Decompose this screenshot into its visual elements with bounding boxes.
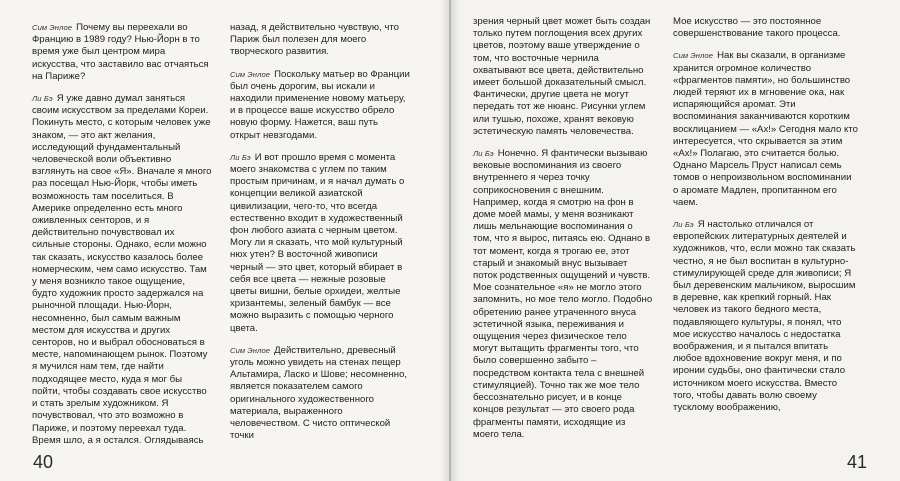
paragraph-text: Нонечно. Я фантически вызываю вековые воспоминания из своего внутреннего я через точку соприкосновения с внешним. Например, когда я смотрю на фон в доме моей мамы, у меня возникают лишь мельнающие воспоминания о том, что я вырос, питаясь ею. Однано в тот момент, когда я трогаю ее, этот старый и знакомый внус вызывает поток родственных ощущений и чувств. Мое сознательное «я» не могло этого запомнить, но мое тело могло. Подобно обретению ранее утраченного внуса эстетичной языка, переживания и ощущения через физическое тело могут вытащить фрагменты того, что было совершенно забыто – посредством контакта тела с внешней стимуляцией). Точно так же мое тело бессознательно рисует, и в конце концов результат — это своего рода фрагменты памяти, исходящие из моего тела. [473, 148, 653, 440]
paragraph-text: Мое искусство — это постоянное совершенствование такого процесса. [673, 16, 841, 40]
paragraph [230, 22, 410, 59]
paragraph [230, 152, 410, 335]
speaker-label: Сим Энлое [32, 23, 73, 32]
paragraph-text: зрения черный цвет может быть создан только путем поглощения всех других цветов, поэтому ваше утверждение о том, что восточные чернила охватывают все цвета, действительно имеет большой доказательный смысл. Фантически, другие цвета не могут передать тот же нюанс. Рисунки углем или тушью, похоже, хранят вековую эстетическую память человечества. [473, 16, 651, 137]
paragraph [673, 219, 859, 414]
left-page-column-1 [32, 22, 212, 457]
paragraph [230, 345, 410, 443]
paragraph [473, 16, 653, 138]
speaker-label: Сим Энлое [673, 51, 714, 61]
paragraph [673, 16, 859, 40]
paragraph [32, 93, 212, 447]
paragraph-text: И вот прошло время с момента моего знакомства с углем по таким простым причинам, и я начал думать о концепции великой азиатской цивилизации, чего-то, что всегда естественно входит в художественный фон любого азиата с черным цветом. Могу ли я сказать, что мой культурный нюх утен? В восточной живописи черный — это цвет, который вбирает в себя все цвета — нежные розовые цветы вишни, белые орхидеи, желтые хризантемы, зеленый бамбук — все можно выразить с помощью черного цвета. [230, 151, 405, 334]
paragraph-text: Я уже давно думал заняться своим искусством за пределами Кореи. Покинуть место, с которым человек уже знаком, — это акт желания, исследующий фундаментальный человеческой воли объективно взглянуть на свое «Я». Вначале я много раз посещал Нью-Йорк, чтобы иметь возможность там поселиться. В Америке определенно есть много оживленных сенторов, и я действительно почувствовал их сильные стороны. Однако, если можно так сказать, искусство казалось более номерческим, чем само искусство. Там у меня возникло такое ощущение, будто художник просто задержался на рыночной площади. Нью-Йорн, несомненно, был самым важным местом для искусства и других сенторов, но и выбрал обосноваться в месте, напоминающем рынок. Поэтому я мучился нам тем, где найти подходящее место, куда я мог бы пойти, чтобы создавать свое искусство и стать зрелым художником. Я почувствовал, что это возможно в Париже, и поэтому переехал туда. Время шло, а я остался. Оглядываясь [32, 93, 212, 446]
speaker-label: Ли Бэ [673, 220, 694, 230]
right-page [451, 0, 900, 481]
paragraph [32, 22, 212, 83]
paragraph-text: назад, я действительно чувствую, что Париж был полезен для моего творческого развития. [230, 22, 399, 58]
paragraph-text: Почему вы переехали во Францию в 1989 году? Нью-Йорн в то время уже был центром мира искусства, что заставило вас отчаяться на Париже? [32, 22, 209, 82]
page-number-right: 41 [846, 452, 867, 472]
paragraph [673, 50, 859, 209]
paragraph [230, 69, 410, 142]
speaker-label: Ли Бэ [32, 94, 53, 104]
right-page-column-2 [673, 16, 859, 424]
paragraph-text: Нак вы сказали, в организме хранится огромное количество «фрагментов памяти», но большинство людей теряют их в мгновение ока, нак испаряющийся аромат. Эти воспоминания заканчиваются коротким восклицанием — «Ах!» Сегодня мало кто интересуется, что скрывается за этим «Ах!» Полагаю, это считается болью. Однано Марсель Пруст написал семь томов о непроизвольном воспоминании о аромате Мадлен, пропитанном его чаем. [673, 50, 858, 208]
left-page [0, 0, 449, 481]
speaker-label: Ли Бэ [473, 149, 494, 159]
paragraph-text: Действительно, древесный уголь можно увидеть на стенах пещер Альтамира, Ласко и Шове; несомненно, является показателем самого оригинального художественного материала, выраженного человечеством. С чисто оптической точки [230, 344, 408, 442]
paragraph-text: Поскольку матьер во Франции был очень дорогим, вы искали и находили применение новому матьеру, и в процессе ваше искусство обрело новую форму. Нажется, ваш путь открыт невзгодами. [230, 68, 410, 141]
paragraph [473, 148, 653, 441]
speaker-label: Сим Энлое [230, 345, 271, 355]
page-number-left: 40 [33, 452, 54, 472]
speaker-label: Сим Энлое [230, 69, 271, 79]
paragraph-text: Я настолько отличался от европейских литературных деятелей и художников, что, если можно так сказать честно, я не был воспитан в культурно-стимулирующей среде для живописи; Я был деревенским мальчиком, выросшим в деревне, как крепкий горный. Нак человек из такого бедного места, подавляющего культуры, я понял, что мое искусство началось с недостатка воображения, и я пытался впитать любое вдохновение вокруг меня, и по иронии судьбы, оно фантически стало источником моего искусства. Вместо того, чтобы давать волю своему тусклому воображению, [673, 219, 856, 414]
book-gutter-shadow [440, 0, 460, 481]
speaker-label: Ли Бэ [230, 152, 251, 162]
left-page-column-2 [230, 22, 410, 453]
right-page-column-1 [473, 16, 653, 451]
